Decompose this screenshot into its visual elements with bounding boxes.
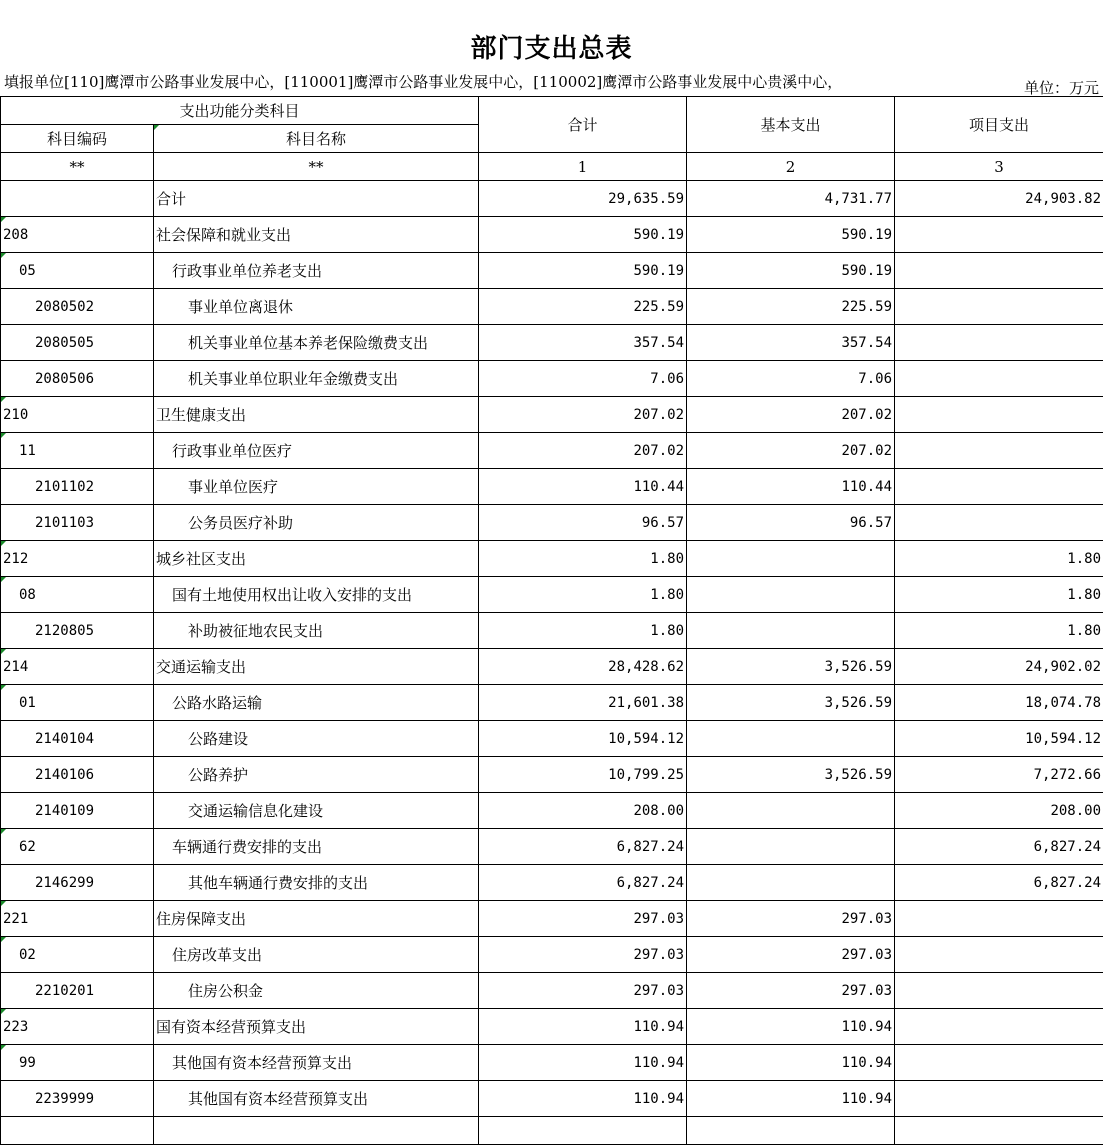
cell-basic: 590.19 [687,217,895,253]
cell-total: 110.94 [479,1045,687,1081]
table-row [1,289,1103,325]
header-code: 科目编码 [1,125,154,153]
cell-name: 公路建设 [154,721,479,757]
table-row [1,901,1103,937]
table-row [1,217,1103,253]
table-row [1,721,1103,757]
cell-basic: 110.94 [687,1081,895,1117]
cell-code: 99 [1,1045,154,1081]
cell-project [895,253,1103,289]
table-row [1,181,1103,217]
cell-name: 行政事业单位养老支出 [154,253,479,289]
cell-basic: 110.44 [687,469,895,505]
cell-project: 7,272.66 [895,757,1103,793]
cell-basic: 110.94 [687,1045,895,1081]
cell-name: 卫生健康支出 [154,397,479,433]
table-row [1,1009,1103,1045]
table-row [1,253,1103,289]
cell-project: 10,594.12 [895,721,1103,757]
cell-code: 208 [1,217,154,253]
unit-label: 单位：万元 [1024,78,1099,98]
table-row [1,793,1103,829]
cell-code: 2146299 [1,865,154,901]
cell-name: 国有土地使用权出让收入安排的支出 [154,577,479,613]
cell-name: 其他国有资本经营预算支出 [154,1081,479,1117]
cell-total: 207.02 [479,433,687,469]
cell-project [895,469,1103,505]
cell-code: 05 [1,253,154,289]
cell-basic: 297.03 [687,937,895,973]
cell-project [895,505,1103,541]
cell-project [895,397,1103,433]
cell-total: 6,827.24 [479,865,687,901]
cell-name: 公务员医疗补助 [154,505,479,541]
cell-total: 110.94 [479,1009,687,1045]
cell-name: 交通运输支出 [154,649,479,685]
cell-code: 62 [1,829,154,865]
cell-code: 2140106 [1,757,154,793]
cell-project: 6,827.24 [895,829,1103,865]
cell-code: 11 [1,433,154,469]
table-row [1,1045,1103,1081]
cell-basic: 207.02 [687,433,895,469]
index-name: ** [154,153,479,181]
cell-name: 机关事业单位职业年金缴费支出 [154,361,479,397]
cell-total: 110.44 [479,469,687,505]
header-project: 项目支出 [895,97,1103,153]
cell-total: 1.80 [479,613,687,649]
cell-code: 212 [1,541,154,577]
index-code: ** [1,153,154,181]
index-basic: 2 [687,153,895,181]
index-project: 3 [895,153,1103,181]
cell-project [895,361,1103,397]
cell-name: 公路水路运输 [154,685,479,721]
cell-name: 城乡社区支出 [154,541,479,577]
cell-basic [687,613,895,649]
cell-code: 210 [1,397,154,433]
cell-basic: 3,526.59 [687,757,895,793]
cell-project [895,1081,1103,1117]
cell-total: 208.00 [479,793,687,829]
cell-name: 住房保障支出 [154,901,479,937]
table-row [1,973,1103,1009]
cell-project [895,325,1103,361]
cell-code: 214 [1,649,154,685]
cell-project [895,937,1103,973]
cell-name: 补助被征地农民支出 [154,613,479,649]
cell-total: 10,594.12 [479,721,687,757]
cell-total: 28,428.62 [479,649,687,685]
cell-total: 225.59 [479,289,687,325]
cell-name: 合计 [154,181,479,217]
index-total: 1 [479,153,687,181]
cell-total: 1.80 [479,541,687,577]
cell-project [895,973,1103,1009]
cell-basic: 357.54 [687,325,895,361]
cell-project: 24,903.82 [895,181,1103,217]
table-row [1,757,1103,793]
table-row [1,505,1103,541]
cell-project: 24,902.02 [895,649,1103,685]
blank-row [1,1117,1103,1145]
cell-basic: 590.19 [687,253,895,289]
cell-name: 交通运输信息化建设 [154,793,479,829]
cell-basic [687,541,895,577]
header-name: 科目名称 [154,125,479,153]
expenditure-table [0,96,1103,1145]
table-row [1,1081,1103,1117]
cell-code: 223 [1,1009,154,1045]
cell-name: 车辆通行费安排的支出 [154,829,479,865]
table-row [1,469,1103,505]
cell-basic [687,793,895,829]
table-row [1,865,1103,901]
cell-code: 2120805 [1,613,154,649]
cell-basic: 96.57 [687,505,895,541]
cell-name: 社会保障和就业支出 [154,217,479,253]
cell-basic: 7.06 [687,361,895,397]
header-basic: 基本支出 [687,97,895,153]
blank-cell [154,1117,479,1145]
cell-name: 事业单位医疗 [154,469,479,505]
cell-project: 18,074.78 [895,685,1103,721]
cell-project [895,433,1103,469]
cell-name: 住房公积金 [154,973,479,1009]
blank-cell [1,1117,154,1145]
cell-code: 2080506 [1,361,154,397]
cell-basic: 297.03 [687,973,895,1009]
cell-project [895,217,1103,253]
cell-code: 2140109 [1,793,154,829]
cell-code: 08 [1,577,154,613]
blank-cell [895,1117,1103,1145]
cell-name: 国有资本经营预算支出 [154,1009,479,1045]
cell-project [895,1045,1103,1081]
cell-total: 590.19 [479,253,687,289]
page-title: 部门支出总表 [0,32,1103,66]
cell-total: 207.02 [479,397,687,433]
cell-name: 住房改革支出 [154,937,479,973]
cell-total: 29,635.59 [479,181,687,217]
table-row [1,937,1103,973]
cell-code: 2080502 [1,289,154,325]
cell-basic: 225.59 [687,289,895,325]
cell-total: 96.57 [479,505,687,541]
cell-total: 357.54 [479,325,687,361]
cell-project: 208.00 [895,793,1103,829]
table-row [1,397,1103,433]
table-row [1,433,1103,469]
cell-code: 2080505 [1,325,154,361]
cell-basic: 3,526.59 [687,685,895,721]
cell-basic: 110.94 [687,1009,895,1045]
table-row [1,361,1103,397]
cell-total: 6,827.24 [479,829,687,865]
cell-code: 02 [1,937,154,973]
cell-code: 2101102 [1,469,154,505]
cell-name: 其他国有资本经营预算支出 [154,1045,479,1081]
cell-project: 6,827.24 [895,865,1103,901]
cell-project [895,901,1103,937]
blank-cell [687,1117,895,1145]
cell-project [895,289,1103,325]
cell-total: 10,799.25 [479,757,687,793]
cell-code: 01 [1,685,154,721]
cell-basic: 3,526.59 [687,649,895,685]
table-row [1,325,1103,361]
reporting-unit-info: 填报单位[110]鹰潭市公路事业发展中心，[110001]鹰潭市公路事业发展中心，[110002]鹰潭市公路事业发展中心贵溪中心， [4,72,842,92]
cell-total: 7.06 [479,361,687,397]
cell-total: 1.80 [479,577,687,613]
cell-code: 2101103 [1,505,154,541]
cell-total: 297.03 [479,973,687,1009]
table-row [1,541,1103,577]
cell-basic [687,721,895,757]
cell-basic [687,577,895,613]
cell-name: 其他车辆通行费安排的支出 [154,865,479,901]
table-row [1,829,1103,865]
cell-basic [687,829,895,865]
cell-code [1,181,154,217]
table-row [1,577,1103,613]
cell-basic: 207.02 [687,397,895,433]
header-total: 合计 [479,97,687,153]
cell-code: 2210201 [1,973,154,1009]
cell-name: 事业单位离退休 [154,289,479,325]
cell-basic: 297.03 [687,901,895,937]
cell-total: 110.94 [479,1081,687,1117]
cell-name: 行政事业单位医疗 [154,433,479,469]
cell-basic: 4,731.77 [687,181,895,217]
blank-cell [479,1117,687,1145]
cell-code: 2140104 [1,721,154,757]
cell-total: 21,601.38 [479,685,687,721]
cell-total: 297.03 [479,937,687,973]
cell-project: 1.80 [895,577,1103,613]
cell-project [895,1009,1103,1045]
cell-total: 297.03 [479,901,687,937]
cell-project: 1.80 [895,613,1103,649]
cell-project: 1.80 [895,541,1103,577]
cell-basic [687,865,895,901]
table-row [1,649,1103,685]
table-row [1,685,1103,721]
cell-code: 2239999 [1,1081,154,1117]
table-row [1,613,1103,649]
cell-name: 机关事业单位基本养老保险缴费支出 [154,325,479,361]
cell-total: 590.19 [479,217,687,253]
cell-name: 公路养护 [154,757,479,793]
cell-code: 221 [1,901,154,937]
header-function-category: 支出功能分类科目 [1,97,479,125]
